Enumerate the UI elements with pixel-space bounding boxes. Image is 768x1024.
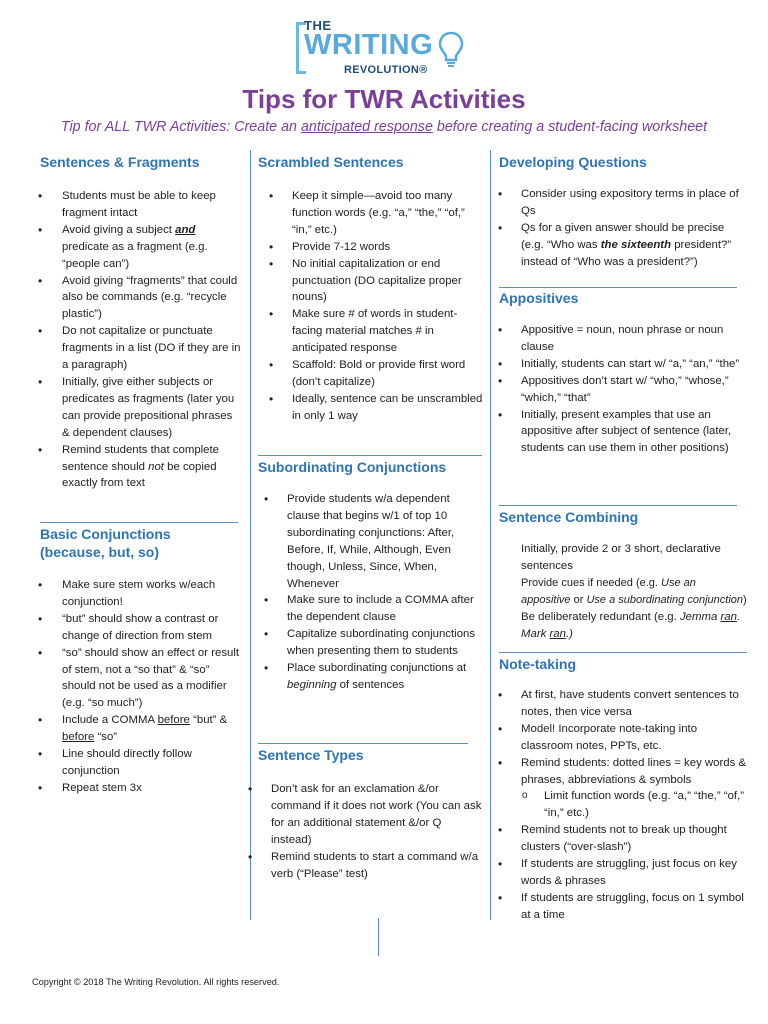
heading-subordinating-conjunctions: Subordinating Conjunctions (258, 459, 447, 475)
section-rule (258, 455, 482, 456)
list-item: • Keep it simple—avoid too many function words (e.g. “a,” “the,” “of,” “in,” etc.) (292, 188, 484, 239)
heading-note-taking: Note-taking (499, 656, 576, 672)
logo-the: THE (304, 18, 332, 33)
list-item: • If students are struggling, focus on 1 symbol at a time (521, 890, 749, 924)
subtitle-emphasis: anticipated response (300, 119, 433, 135)
list-item: • Don’t ask for an exclamation &/or command if it does not work (You can ask for an additional statement &/or Q instead) (271, 781, 483, 849)
subtitle-pre: Tip for ALL TWR Activities: Create an (60, 119, 301, 135)
heading-developing-questions: Developing Questions (499, 154, 647, 170)
list-item: • No initial capitalization or end punctuation (DO capitalize proper nouns) (292, 256, 484, 307)
section-rule (499, 652, 747, 653)
list-developing-questions (521, 186, 749, 271)
copyright-footer: Copyright © 2018 The Writing Revolution. All rights reserved. (32, 977, 280, 987)
list-item: • Be deliberately redundant (e.g. Jemma ran. Mark ran.) (521, 609, 747, 643)
list-item: • Provide 7-12 words (292, 239, 484, 256)
list-item: • “so” should show an effect or result of stem, not a “so that” & “so” should not be used as a modifier (e.g. “so much”) (62, 645, 242, 713)
list-item: • Make sure to include a COMMA after the dependent clause (287, 592, 485, 626)
list-item: • Model! Incorporate note-taking into classroom notes, PPTs, etc. (521, 721, 749, 755)
list-item: • Consider using expository terms in place of Qs (521, 186, 749, 220)
list-basic-conjunctions (62, 577, 242, 797)
subtitle-post: before creating a student-facing worksheet (432, 119, 708, 135)
list-item: • Scaffold: Bold or provide first word (don’t capitalize) (292, 357, 484, 391)
heading-scrambled-sentences: Scrambled Sentences (258, 154, 404, 170)
section-rule (499, 287, 737, 288)
list-item: • At first, have students convert sentences to notes, then vice versa (521, 687, 749, 721)
bottom-divider (378, 918, 379, 956)
list-item: • Place subordinating conjunctions at beginning of sentences (287, 660, 485, 694)
list-sentences-fragments (62, 188, 242, 492)
heading-basic-conjunctions (40, 525, 171, 561)
column-divider-2 (490, 150, 491, 920)
heading-sentence-combining: Sentence Combining (499, 509, 639, 525)
list-item: • Repeat stem 3x (62, 780, 242, 797)
list-item: • Make sure stem works w/each conjunction! (62, 577, 242, 611)
list-item: • Remind students: dotted lines = key words & phrases, abbreviations & symbols (521, 755, 749, 789)
heading-basic-conjunctions-line1: Basic Conjunctions (40, 526, 171, 542)
list-item: • Avoid giving a subject and predicate as a fragment (e.g. “people can”) (62, 222, 242, 273)
list-item: • Remind students to start a command w/a verb (“Please” test) (271, 849, 483, 883)
list-appositives (521, 322, 749, 457)
list-scrambled-sentences (292, 188, 484, 425)
list-item: • Provide cues if needed (e.g. Use an appositive or Use a subordinating conjunction) (521, 575, 747, 609)
list-item: • Do not capitalize or punctuate fragments in a list (DO if they are in a paragraph) (62, 323, 242, 374)
page-title: Tips for TWR Activities (242, 84, 526, 114)
list-item: • “but” should show a contrast or change of direction from stem (62, 611, 242, 645)
section-rule (499, 505, 737, 506)
list-item: • Qs for a given answer should be precise (e.g. “Who was the sixteenth president?” instead of “Who was a president?”) (521, 220, 749, 271)
logo-revolution: REVOLUTION® (344, 64, 428, 76)
section-rule (258, 743, 468, 744)
heading-appositives: Appositives (499, 290, 579, 306)
heading-sentence-types: Sentence Types (258, 747, 364, 763)
list-item: • Remind students that complete sentence should not be copied exactly from text (62, 442, 242, 493)
column-divider-1 (250, 150, 251, 920)
heading-basic-conjunctions-line2: (because, but, so) (40, 544, 160, 560)
list-item: • Line should directly follow conjunction (62, 746, 242, 780)
list-item: • Initially, give either subjects or predicates as fragments (later you can provide prepositional phrases & dependent clauses) (62, 374, 242, 442)
list-subordinating-conjunctions (287, 491, 485, 694)
list-item: • Initially, students can start w/ “a,” “an,” “the” (521, 356, 749, 373)
page-subtitle (0, 119, 768, 135)
logo-writing: WRITING (304, 29, 434, 61)
section-rule (40, 522, 238, 523)
list-item: • Provide students w/a dependent clause that begins w/1 of top 10 subordinating conjunctions: After, Before, If, While, Although, Even though, Unless, Since, When, Whenever (287, 491, 485, 592)
list-item: • Initially, present examples that use an appositive after subject of sentence (later, students can use them in other positions) (521, 407, 749, 458)
list-subitem: o Limit function words (e.g. “a,” “the,” “of,” “in,” etc.) (500, 788, 749, 822)
list-item: • Appositive = noun, noun phrase or noun clause (521, 322, 749, 356)
list-item: • Avoid giving “fragments” that could also be commands (e.g. “recycle plastic”) (62, 273, 242, 324)
list-item: • Make sure # of words in student-facing material matches # in anticipated response (292, 306, 484, 357)
list-item: • Students must be able to keep fragment intact (62, 188, 242, 222)
list-item: • If students are struggling, just focus on key words & phrases (521, 856, 749, 890)
list-item: • Ideally, sentence can be unscrambled in only 1 way (292, 391, 484, 425)
list-note-taking (521, 687, 749, 924)
list-sentence-combining (521, 541, 747, 642)
list-item: • Initially, provide 2 or 3 short, declarative sentences (521, 541, 747, 575)
heading-sentences-fragments: Sentences & Fragments (40, 154, 200, 170)
lightbulb-icon (438, 30, 464, 70)
list-sentence-types (271, 781, 483, 882)
twr-logo (290, 14, 470, 76)
list-item: • Appositives don’t start w/ “who,” “whose,” “which,” “that” (521, 373, 749, 407)
list-item: • Include a COMMA before “but” & before “so” (62, 712, 242, 746)
list-item: • Capitalize subordinating conjunctions when presenting them to students (287, 626, 485, 660)
list-item: • Remind students not to break up thought clusters (“over-slash”) (521, 822, 749, 856)
